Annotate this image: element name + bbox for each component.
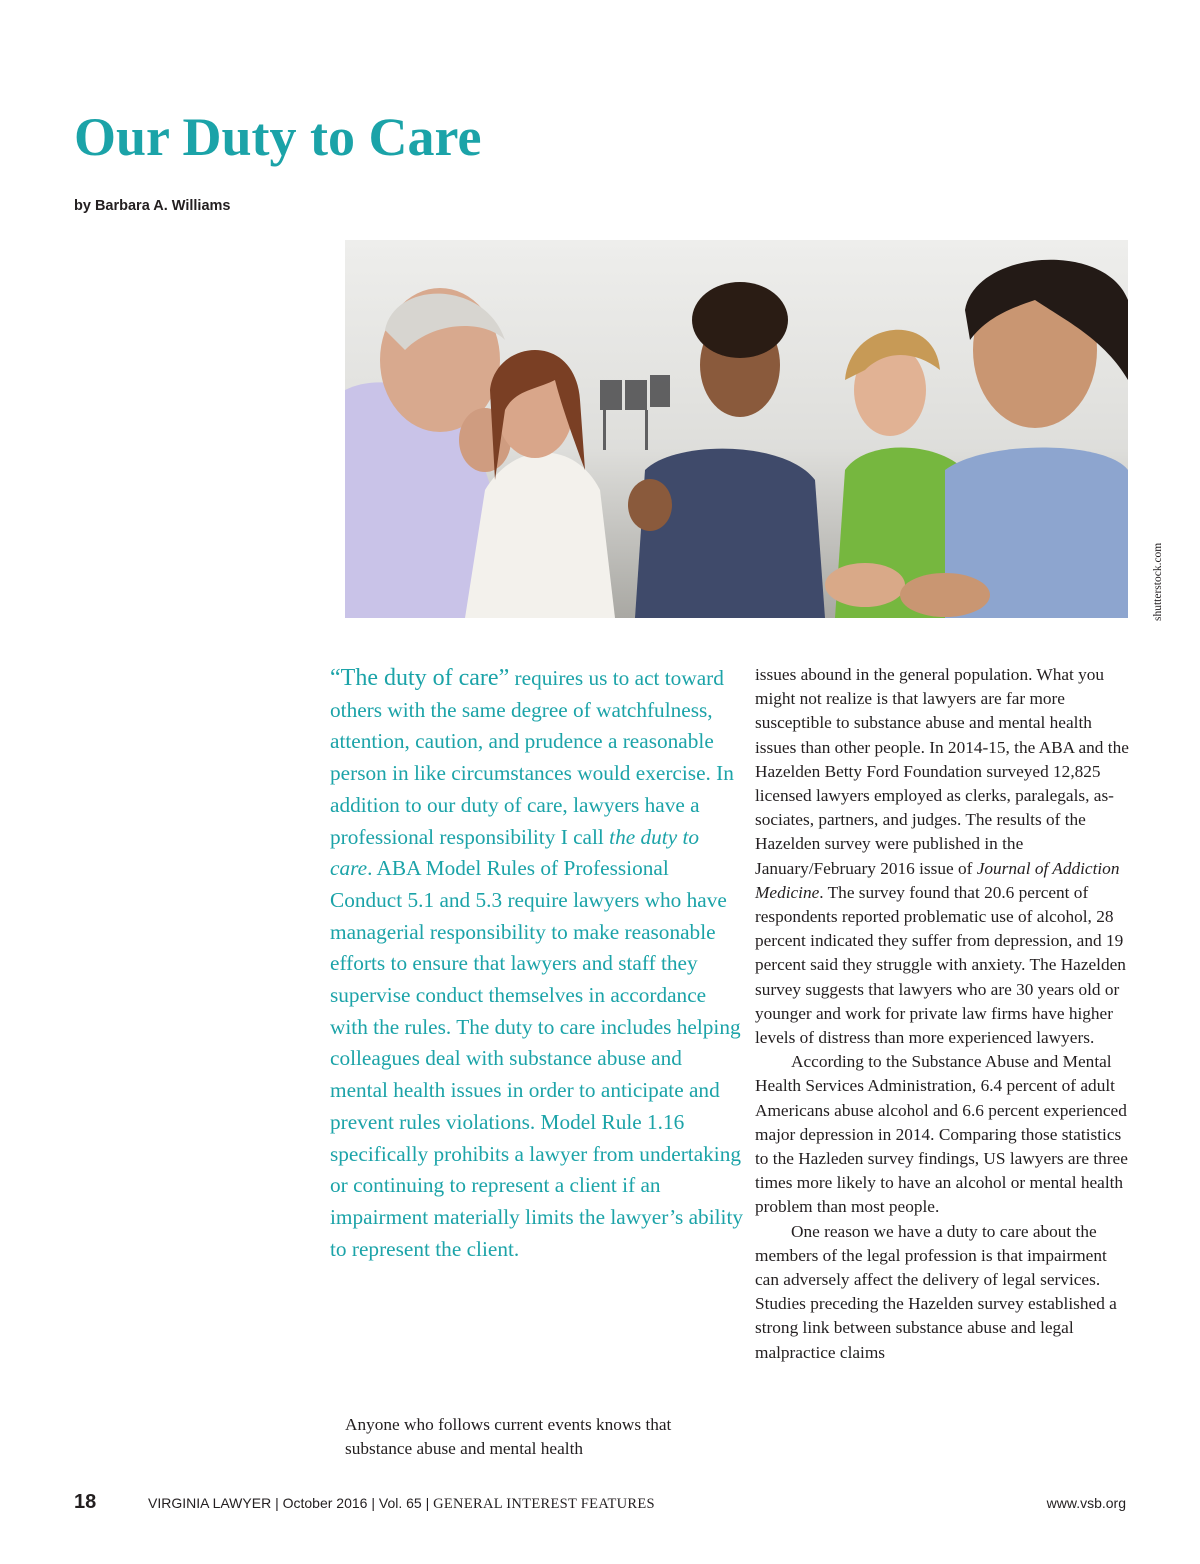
- body-text: . The survey found that 20.6 percent of respondents reported problematic use of alcohol, 28 percent indicated they suffer from depression, and 19 percent said they struggle with anxiety. The Hazelden survey suggests that lawyers who are 30 years old or younger and work for private law firms have higher levels of distress than more experienced lawyers.: [755, 882, 1126, 1048]
- photo-credit-text: shutterstock.com: [1152, 542, 1164, 621]
- article-title: Our Duty to Care: [74, 107, 482, 167]
- pull-quote-emphasis: the duty to care: [330, 824, 700, 881]
- body-paragraph: [755, 663, 1133, 1050]
- journal-title: Journal of Addiction Medicine: [755, 858, 1120, 902]
- photo-credit: [1152, 541, 1172, 621]
- pull-quote: [330, 663, 745, 1265]
- byline: by Barbara A. Williams: [74, 198, 231, 214]
- footer-separator: |: [371, 1495, 375, 1511]
- body-paragraph: According to the Substance Abuse and Mental Health Services Administration, 6.4 percent of adult Americans abuse alcohol and 6.6 percent experienced major depression in 2014. Comparing those statistics to the Hazleden survey findings, US lawyers are three times more likely to have an alcohol or mental health problem than most people.: [755, 1052, 1128, 1217]
- body-paragraph: One reason we have a duty to care about the members of the legal profession is that impairment can adversely affect the delivery of legal services. Studies preceding the Hazelden survey established a strong link between substance abuse and legal malpractice claims: [755, 1221, 1117, 1362]
- website-link[interactable]: www.vsb.org: [1046, 1495, 1126, 1511]
- body-paragraph: Anyone who follows current events knows that substance abuse and mental health: [345, 1415, 672, 1459]
- pull-quote-text-1: requires us to act toward others with the same degree of watchfulness, attention, caution, and prudence a reasonable person in like circumstances would exercise. In addition to our duty of care, lawyers have a professional responsibility I call: [330, 666, 734, 849]
- magazine-name: VIRGINIA LAWYER: [148, 1495, 272, 1511]
- pull-quote-text-2: . ABA Model Rules of Professional Conduct 5.1 and 5.3 require lawyers who have managerial responsibility to make reasonable efforts to ensure that lawyers and staff they supervise conduct themselves in accordance with the rules. The duty to care includes helping colleagues deal with substance abuse and mental health issues in order to anticipate and prevent rules violations. Model Rule 1.16 specifically prohibits a lawyer from undertaking or continuing to represent a client if an impairment materially limits the lawyer’s ability to represent the client.: [330, 856, 744, 1261]
- page-number: 18: [74, 1491, 97, 1513]
- page-footer: [74, 1491, 1126, 1519]
- footer-separator: |: [425, 1495, 430, 1511]
- article-photo: [345, 240, 1128, 618]
- body-column-1: [345, 1413, 725, 1461]
- section-name: GENERAL INTEREST FEATURES: [433, 1496, 655, 1512]
- photo-illustration: [345, 240, 1128, 618]
- pull-quote-lead: “The duty of care”: [330, 665, 510, 691]
- footer-publication: [148, 1495, 655, 1513]
- volume: Vol. 65: [378, 1495, 422, 1511]
- issue-date: October 2016: [282, 1495, 368, 1511]
- footer-separator: |: [275, 1495, 279, 1511]
- body-text: issues abound in the general population. What you might not realize is that lawyers are far more susceptible to substance abuse and mental health issues than other people. In 2014-15, the ABA and the Hazelden Betty Ford Foundation surveyed 12,825 licensed lawyers employed as clerks, paralegals, associates, partners, and judges. The results of the Hazelden survey were published in the January/February 2016 issue of: [755, 665, 1129, 878]
- body-column-2: [755, 663, 1133, 1365]
